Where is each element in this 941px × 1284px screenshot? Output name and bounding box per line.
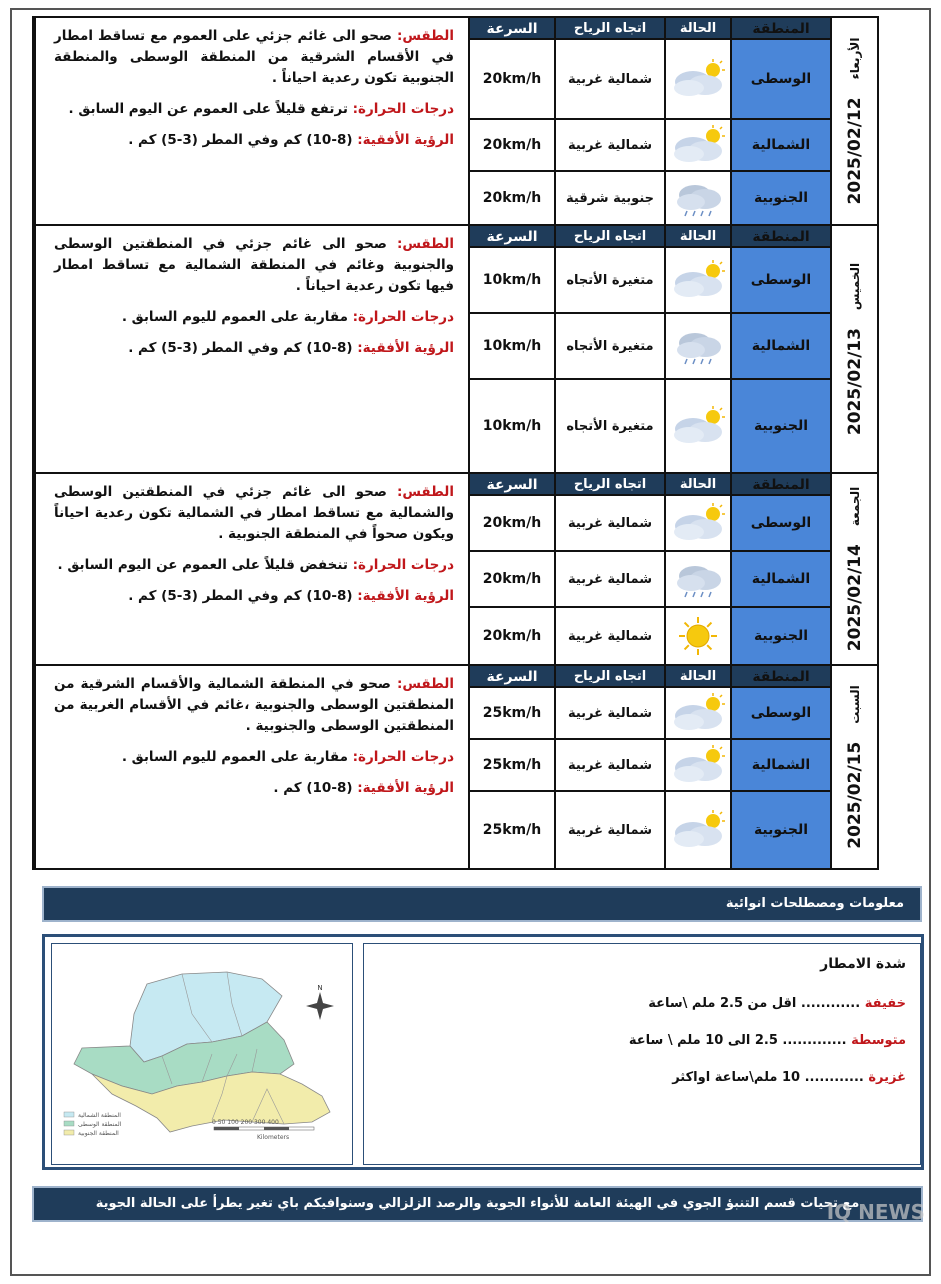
temperature-note-text: ترتفع قليلاً على العموم عن اليوم السابق . [68,101,348,117]
region-name: الجنوبية [730,380,830,472]
region-map [51,943,353,1165]
sun-icon [669,615,727,657]
forecast-date: 2025/02/15 [844,741,865,849]
temperature-note-text: مقاربة على العموم لليوم السابق . [121,749,348,765]
temperature-note [54,555,454,576]
grid-header [468,666,830,688]
info-box [42,934,924,1170]
forecast-date: 2025/02/13 [844,328,865,436]
forecast-day [34,226,877,474]
date-label [845,487,865,651]
wind-speed: 10km/h [468,314,554,380]
region-name: الوسطى [730,688,830,740]
header-region: المنطقة [730,226,830,248]
forecast-notes [34,18,468,224]
weather-note-text: صحو الى غائم جزئي في المنطقتين الوسطى والشمالية مع تساقط امطار في الشمالية تكون رعدية احياناً ويكون صحواً في المنطقة الجنوبية . [54,484,454,542]
rain-light-text: ............ اقل من 2.5 ملم \ساعة [648,996,861,1011]
forecast-grid [468,474,830,664]
visibility-note-text: (8-10) كم وفي المطر (3-5) كم . [128,588,353,604]
partly-cloudy-icon [669,692,727,734]
region-name: الشمالية [730,120,830,172]
svg-text:N: N [317,984,323,992]
temperature-note-label: درجات الحرارة: [352,309,454,325]
region-row [468,248,830,314]
watermark: IQ NEWS [826,1200,925,1224]
wind-direction: شمالية غربية [554,792,664,868]
region-name: الشمالية [730,552,830,608]
region-row [468,40,830,120]
wind-speed: 20km/h [468,552,554,608]
forecast-grid [468,18,830,224]
wind-direction: شمالية غربية [554,688,664,740]
region-name: الوسطى [730,248,830,314]
condition-cell [664,792,730,868]
grid-header [468,474,830,496]
wind-direction: شمالية غربية [554,740,664,792]
grid-header [468,226,830,248]
map-legend-south: المنطقة الجنوبية [78,1130,119,1137]
region-name: الجنوبية [730,792,830,868]
condition-cell [664,380,730,472]
forecast-date: 2025/02/12 [844,97,865,205]
forecast-date: 2025/02/14 [844,544,865,652]
grid-header [468,18,830,40]
iraq-map-image [52,944,352,1164]
region-name: الجنوبية [730,608,830,664]
forecast-notes [34,474,468,664]
header-condition: الحالة [664,226,730,248]
region-row [468,552,830,608]
header-region: المنطقة [730,666,830,688]
rain-title: شدة الامطار [820,956,906,972]
condition-cell [664,688,730,740]
map-legend-north: المنطقة الشمالية [78,1112,121,1119]
day-name: الخميس [847,262,862,311]
date-column [830,226,877,472]
wind-direction: شمالية غربية [554,608,664,664]
header-wind-direction: اتجاه الرياح [554,474,664,496]
partly-cloudy-icon [669,744,727,786]
weather-note [54,234,454,297]
temperature-note-text: مقاربة على العموم لليوم السابق . [121,309,348,325]
header-speed: السرعة [468,18,554,40]
date-column [830,474,877,664]
day-name: السبت [847,685,862,724]
footer-banner: مع تحيات قسم التنبؤ الجوي في الهيئة العامة للأنواء الجوية والرصد الزلزالي وسنوافيكم باي تغير يطرأ على الحالة الجوية [32,1186,923,1222]
region-row [468,314,830,380]
wind-direction: شمالية غربية [554,552,664,608]
weather-note [54,482,454,545]
header-region: المنطقة [730,474,830,496]
weather-note-label: الطقس: [396,236,454,252]
rain-cloud-icon [669,325,727,367]
weather-note [54,26,454,89]
partly-cloudy-icon [669,502,727,544]
wind-direction: جنوبية شرقية [554,172,664,224]
partly-cloudy-icon [669,58,727,100]
condition-cell [664,172,730,224]
wind-speed: 25km/h [468,792,554,868]
temperature-note [54,307,454,328]
date-label [845,263,865,435]
wind-speed: 20km/h [468,120,554,172]
rain-cloud-icon [669,558,727,600]
temperature-note-label: درجات الحرارة: [352,557,454,573]
rain-light-line [378,996,906,1011]
weather-note-label: الطقس: [396,676,454,692]
wind-speed: 10km/h [468,248,554,314]
rain-light-label: خفيفة [864,996,906,1011]
visibility-note [54,338,454,359]
partly-cloudy-icon [669,124,727,166]
header-wind-direction: اتجاه الرياح [554,666,664,688]
header-region: المنطقة [730,18,830,40]
forecast-day [34,666,877,868]
temperature-note-label: درجات الحرارة: [352,101,454,117]
condition-cell [664,40,730,120]
region-name: الشمالية [730,314,830,380]
region-row [468,496,830,552]
condition-cell [664,608,730,664]
forecast-grid [468,226,830,472]
forecast-day [34,474,877,666]
rain-moderate-label: متوسطة [851,1033,906,1048]
temperature-note-text: تنخفض قليلاً على العموم عن اليوم السابق . [57,557,348,573]
forecast-notes [34,226,468,472]
visibility-note-text: (8-10) كم وفي المطر (3-5) كم . [128,340,353,356]
rain-intensity-box [363,943,921,1165]
condition-cell [664,248,730,314]
header-wind-direction: اتجاه الرياح [554,226,664,248]
wind-direction: متغيرة الأتجاه [554,314,664,380]
partly-cloudy-icon [669,259,727,301]
condition-cell [664,496,730,552]
header-wind-direction: اتجاه الرياح [554,18,664,40]
header-condition: الحالة [664,18,730,40]
visibility-note-label: الرؤية الأفقية: [357,780,454,796]
region-name: الوسطى [730,40,830,120]
visibility-note-text: (8-10) كم . [273,780,353,796]
info-bar: معلومات ومصطلحات انوائية [42,886,922,922]
region-row [468,608,830,664]
date-column [830,666,877,868]
visibility-note [54,778,454,799]
region-row [468,380,830,472]
condition-cell [664,740,730,792]
rain-moderate-line [378,1033,906,1048]
wind-speed: 10km/h [468,380,554,472]
map-scale-unit: Kilometers [257,1134,290,1141]
visibility-note-label: الرؤية الأفقية: [357,132,454,148]
map-legend-central: المنطقة الوسطى [78,1121,122,1128]
date-label [845,685,865,848]
wind-speed: 20km/h [468,608,554,664]
wind-direction: شمالية غربية [554,496,664,552]
rain-heavy-text: ............ 10 ملم\ساعة اواكثر [672,1070,864,1085]
header-condition: الحالة [664,474,730,496]
weather-note-label: الطقس: [396,28,454,44]
region-name: الشمالية [730,740,830,792]
visibility-note [54,586,454,607]
temperature-note [54,99,454,120]
header-condition: الحالة [664,666,730,688]
day-name: الأربعاء [847,37,862,80]
temperature-note-label: درجات الحرارة: [352,749,454,765]
weather-note-text: صحو الى غائم جزئي على العموم مع تساقط امطار في الأقسام الشرقية من المنطقة الوسطى والمنطقة الجنوبية تكون رعدية احياناً . [54,28,454,86]
region-name: الوسطى [730,496,830,552]
map-scale: 0 50 100 200 300 400 [212,1119,279,1126]
weather-note-text: صحو الى غائم جزئي في المنطقتين الوسطى والجنوبية وغائم في المنطقة الشمالية مع تساقط امطار فيها تكون رعدية احياناً . [54,236,454,294]
region-name: الجنوبية [730,172,830,224]
date-label [845,38,865,205]
day-name: الجمعة [847,486,862,527]
visibility-note-text: (8-10) كم وفي المطر (3-5) كم . [128,132,353,148]
header-speed: السرعة [468,666,554,688]
compass-icon [306,984,334,1020]
header-speed: السرعة [468,474,554,496]
region-row [468,172,830,224]
weather-note-label: الطقس: [396,484,454,500]
date-column [830,18,877,224]
wind-speed: 20km/h [468,172,554,224]
rain-heavy-label: غزيرة [868,1070,906,1085]
region-row [468,120,830,172]
visibility-note-label: الرؤية الأفقية: [357,340,454,356]
condition-cell [664,552,730,608]
wind-direction: متغيرة الأتجاه [554,380,664,472]
wind-direction: شمالية غربية [554,120,664,172]
partly-cloudy-icon [669,809,727,851]
forecast-grid [468,666,830,868]
header-speed: السرعة [468,226,554,248]
wind-speed: 25km/h [468,688,554,740]
rain-cloud-icon [669,177,727,219]
condition-cell [664,120,730,172]
condition-cell [664,314,730,380]
rain-heavy-line [378,1070,906,1085]
temperature-note [54,747,454,768]
region-row [468,740,830,792]
region-row [468,688,830,740]
partly-cloudy-icon [669,405,727,447]
visibility-note-label: الرؤية الأفقية: [357,588,454,604]
forecast-notes [34,666,468,868]
wind-speed: 20km/h [468,40,554,120]
forecast-day [34,18,877,226]
rain-moderate-text: ............. 2.5 الى 10 ملم \ ساعة [628,1033,847,1048]
wind-speed: 25km/h [468,740,554,792]
weather-note-text: صحو في المنطقة الشمالية والأقسام الشرقية من المنطقتين الوسطى والجنوبية ،غائم في الأقسام الغربية من المنطقتين الوسطى والجنوبية . [54,676,454,734]
visibility-note [54,130,454,151]
wind-direction: شمالية غربية [554,40,664,120]
forecast-table [32,16,879,870]
region-row [468,792,830,868]
wind-direction: متغيرة الأتجاه [554,248,664,314]
weather-note [54,674,454,737]
wind-speed: 20km/h [468,496,554,552]
